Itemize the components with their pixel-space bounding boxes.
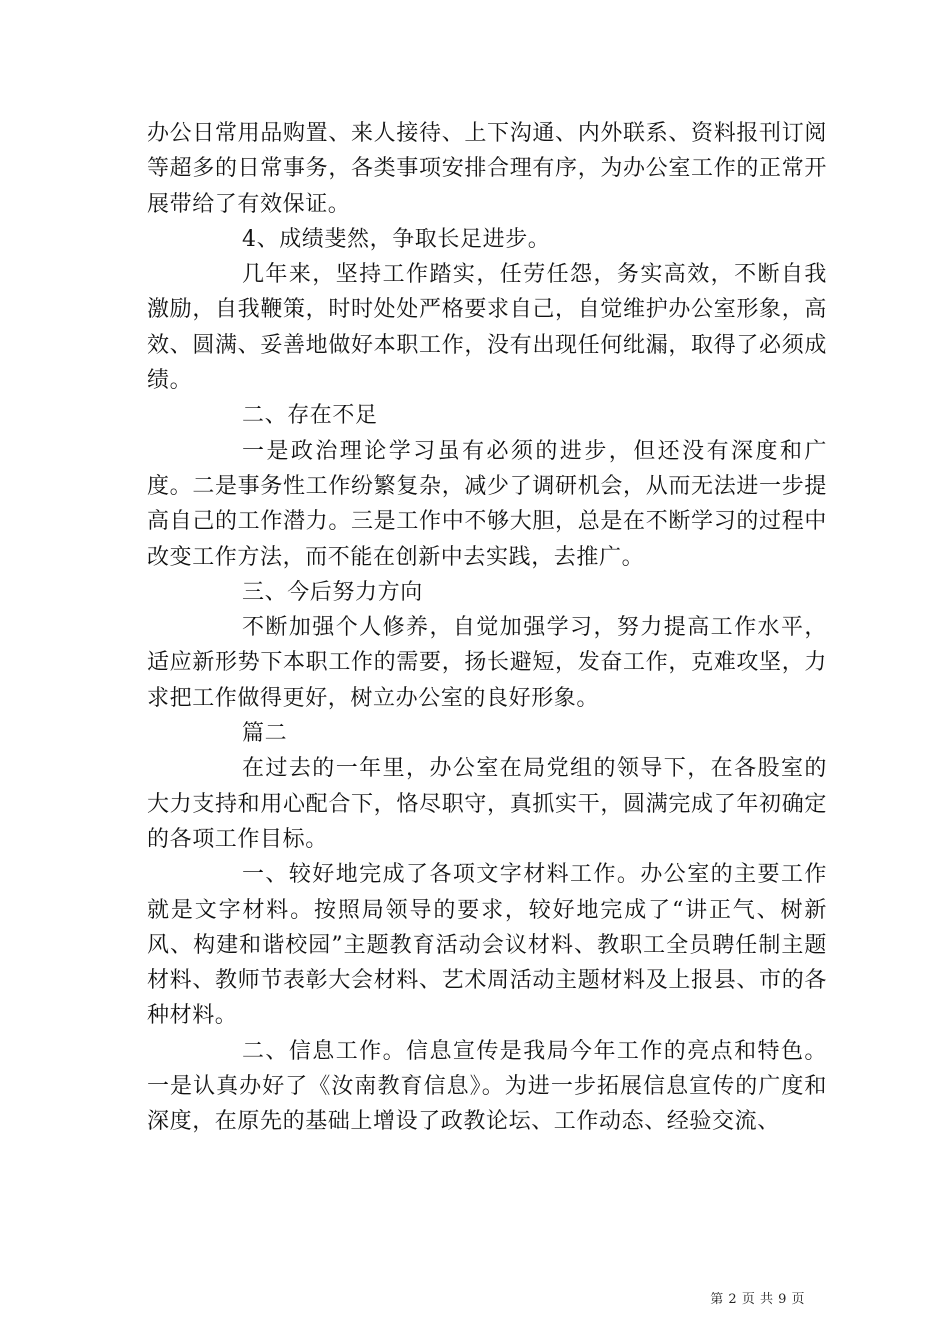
page-number-footer: 第 2 页 共 9 页 [710, 1292, 805, 1307]
heading-part-two: 篇二 [242, 721, 288, 747]
document-body [147, 116, 827, 1140]
paragraph-achievements: 几年来，坚持工作踏实，任劳任怨，务实高效，不断自我激励，自我鞭策，时时处处严格要求自己，自觉维护办公室形象，高效、圆满、妥善地做好本职工作，没有出现任何纰漏，取得了必须成绩。 [147, 262, 827, 394]
paragraph-information-work: 二、信息工作。信息宣传是我局今年工作的亮点和特色。一是认真办好了《汝南教育信息》。为进一步拓展信息宣传的广度和深度，在原先的基础上增设了政教论坛、工作动态、经验交流、 [147, 1038, 827, 1135]
heading-shortcomings: 二、存在不足 [242, 403, 378, 429]
heading-future-direction: 三、今后努力方向 [242, 579, 423, 605]
paragraph-shortcomings: 一是政治理论学习虽有必须的进步，但还没有深度和广度。二是事务性工作纷繁复杂，减少了调研机会，从而无法进一步提高自己的工作潜力。三是工作中不够大胆，总是在不断学习的过程中改变工作方法，而不能在创新中去实践，去推广。 [147, 438, 827, 570]
paragraph-continuation: 办公日常用品购置、来人接待、上下沟通、内外联系、资料报刊订阅等超多的日常事务，各类事项安排合理有序，为办公室工作的正常开展带给了有效保证。 [147, 121, 827, 217]
heading-achievements: 4、成绩斐然，争取长足进步。 [242, 226, 551, 252]
paragraph-part-two-intro: 在过去的一年里，办公室在局党组的领导下，在各股室的大力支持和用心配合下，恪尽职守，真抓实干，圆满完成了年初确定的各项工作目标。 [147, 756, 827, 852]
paragraph-text-materials: 一、较好地完成了各项文字材料工作。办公室的主要工作就是文字材料。按照局领导的要求，较好地完成了“讲正气、树新风、构建和谐校园”主题教育活动会议材料、教职工全员聘任制主题材料、教师节表彰大会材料、艺术周活动主题材料及上报县、市的各种材料。 [147, 862, 827, 1029]
paragraph-future-direction: 不断加强个人修养，自觉加强学习，努力提高工作水平，适应新形势下本职工作的需要，扬长避短，发奋工作，克难攻坚，力求把工作做得更好，树立办公室的良好形象。 [147, 615, 827, 711]
